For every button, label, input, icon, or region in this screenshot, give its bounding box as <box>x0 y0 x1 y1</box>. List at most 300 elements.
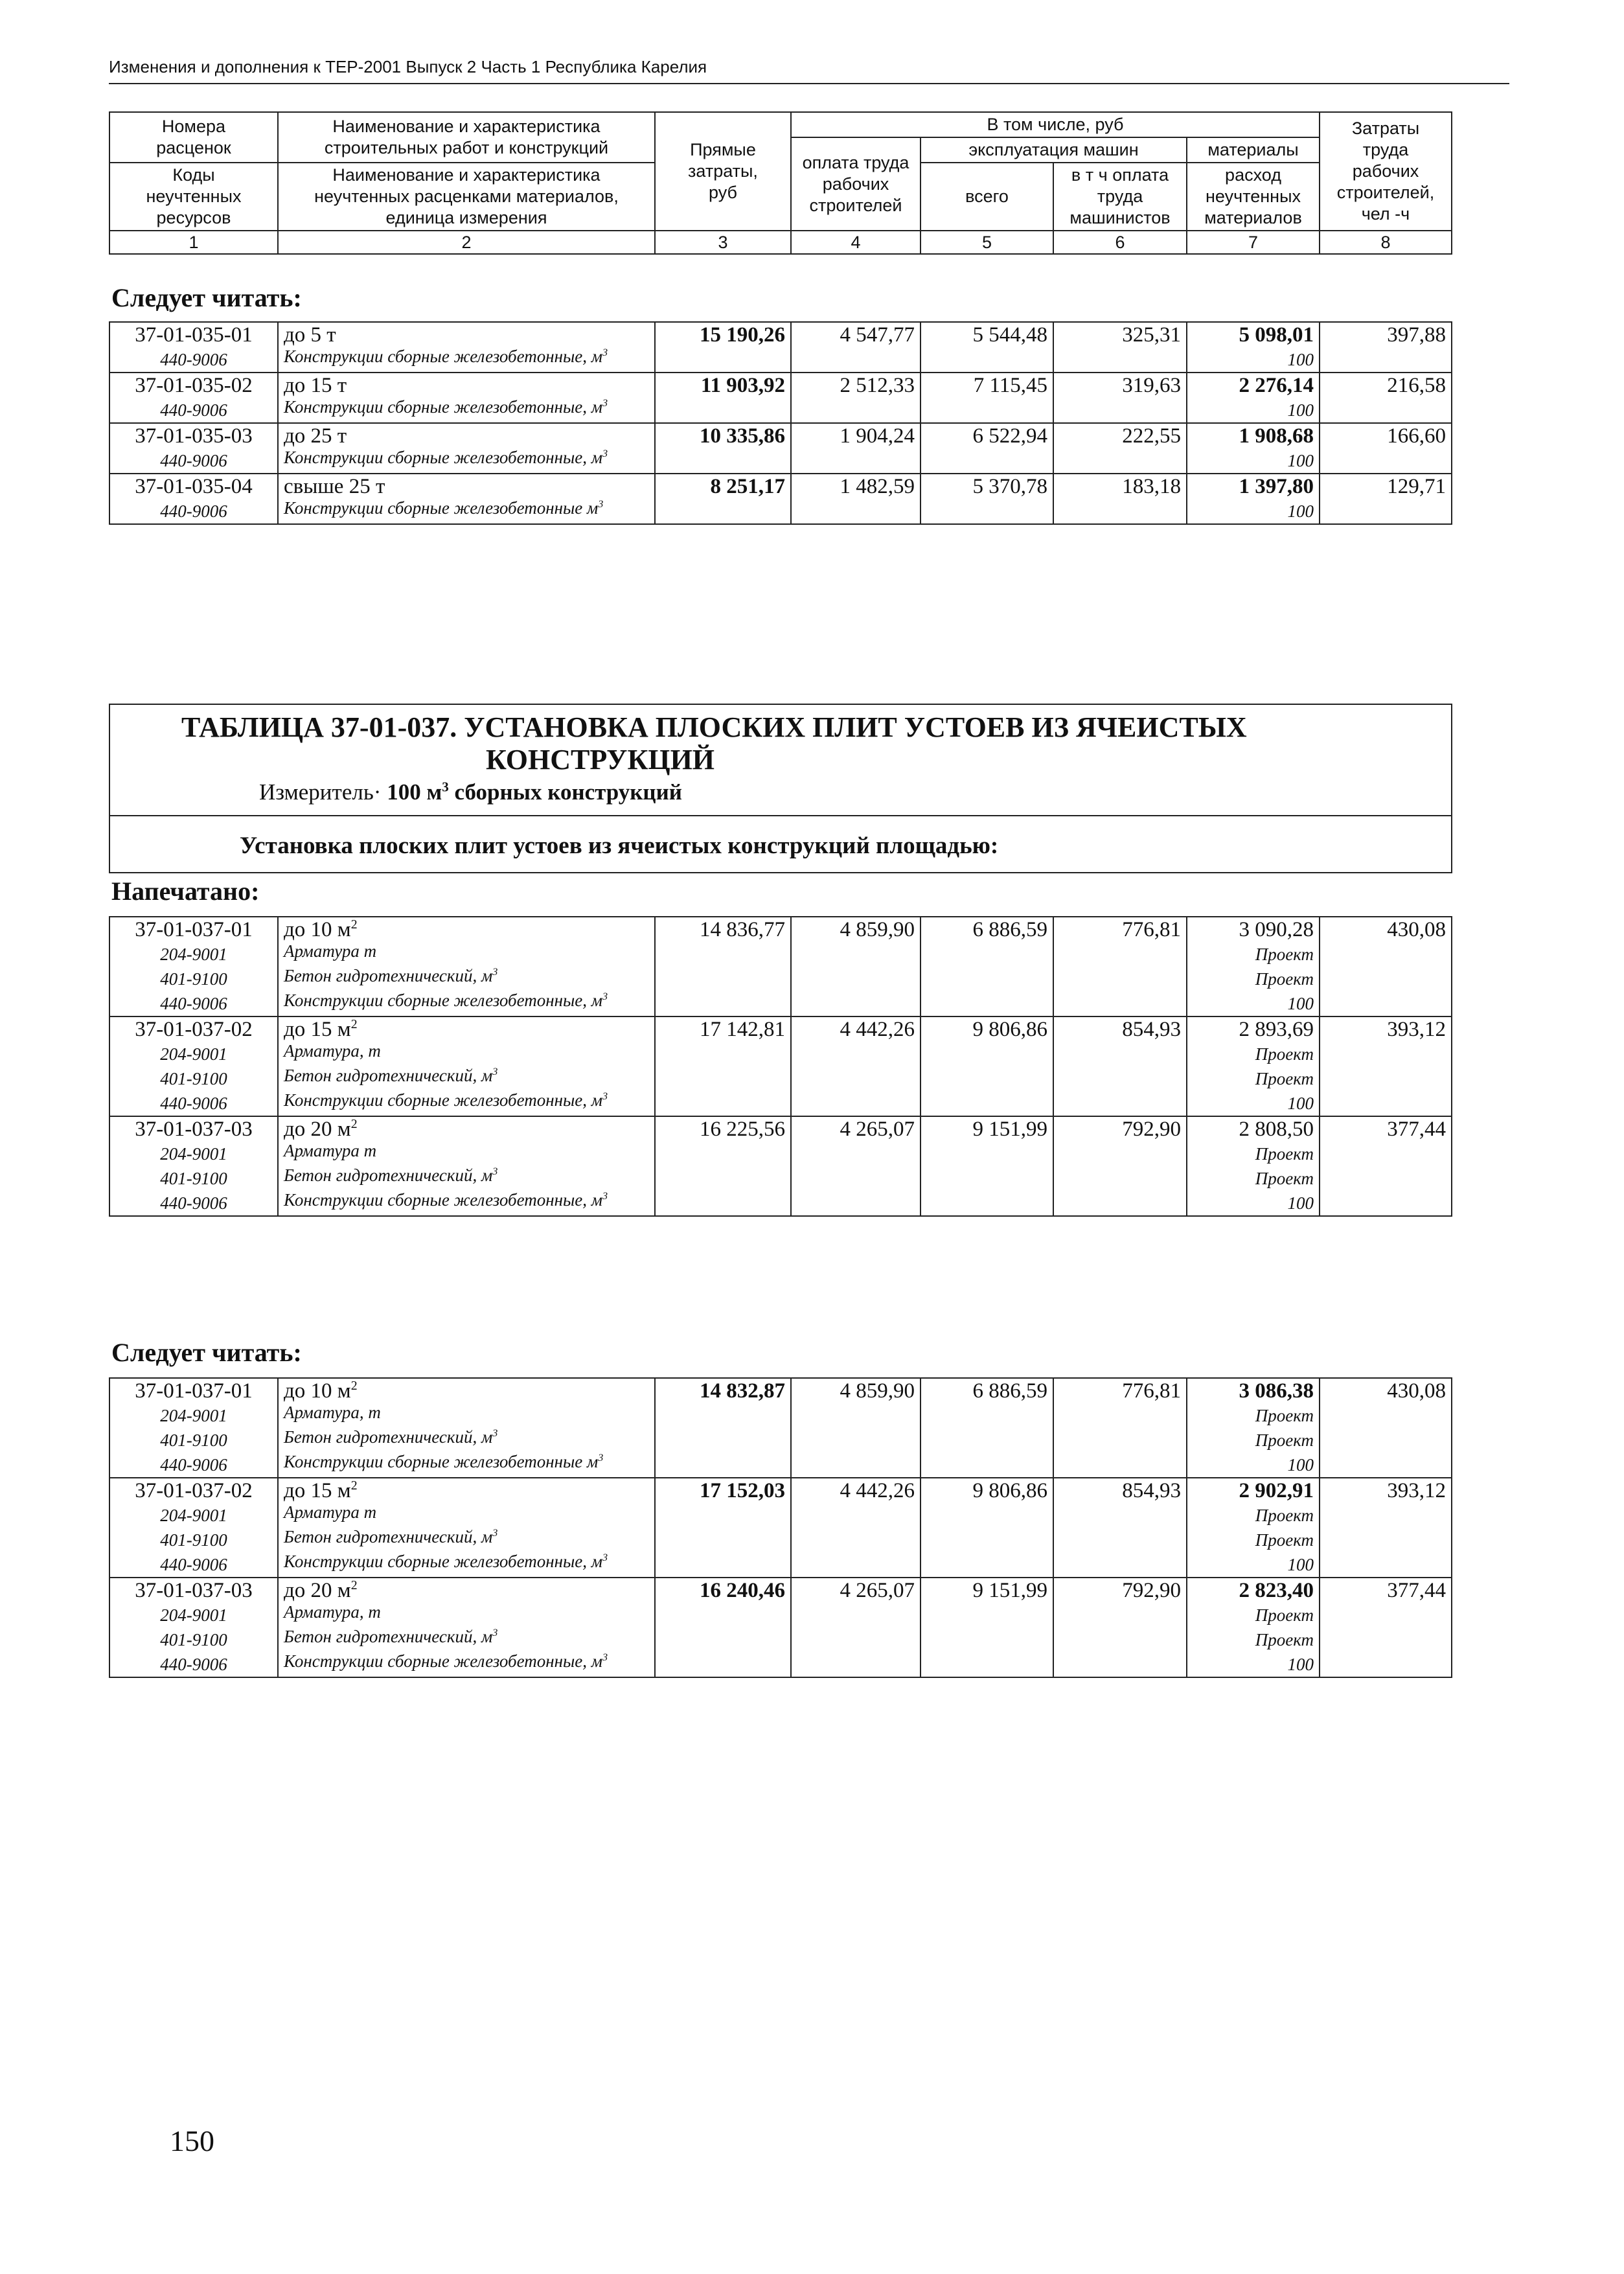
empty-cell <box>1320 1603 1452 1627</box>
empty-cell <box>1053 1528 1187 1552</box>
direct-costs: 14 832,87 <box>655 1378 791 1403</box>
machine-cost: 9 806,86 <box>921 1478 1053 1503</box>
direct-costs: 16 240,46 <box>655 1578 791 1603</box>
resource-code: 440-9006 <box>109 448 278 474</box>
table-row <box>109 1378 1452 1403</box>
resource-name: Конструкции сборные железобетонные, $м^3$ <box>278 398 655 423</box>
machine-labor-cost: 325,31 <box>1053 322 1187 347</box>
empty-cell <box>655 1528 791 1552</box>
rates-table-035-corrected <box>109 321 1452 525</box>
measure-unit: Измеритель· 100 $м^3$ сборных конструкций <box>259 779 682 805</box>
rate-code: 37-01-037-03 <box>109 1116 278 1142</box>
machine-labor-cost: 222,55 <box>1053 423 1187 448</box>
labor-hours: 377,44 <box>1320 1578 1452 1603</box>
empty-cell <box>921 1453 1053 1478</box>
direct-costs: 14 836,77 <box>655 917 791 942</box>
empty-cell <box>1053 1552 1187 1578</box>
labor-cost: 4 547,77 <box>791 322 921 347</box>
work-description: до 15 $м^2$ <box>278 1016 655 1042</box>
empty-cell <box>921 347 1053 373</box>
table-row <box>109 322 1452 347</box>
empty-cell <box>1320 398 1452 423</box>
materials-cost: 2 808,50 <box>1187 1116 1320 1142</box>
resource-row <box>109 448 1452 474</box>
machine-labor-cost: 776,81 <box>1053 917 1187 942</box>
empty-cell <box>655 347 791 373</box>
resource-quantity: Проект <box>1187 1166 1320 1191</box>
resource-quantity: Проект <box>1187 1528 1320 1552</box>
labor-hours: 166,60 <box>1320 423 1452 448</box>
empty-cell <box>1320 991 1452 1016</box>
resource-name: Бетон гидротехнический, $м^3$ <box>278 1166 655 1191</box>
resource-quantity: Проект <box>1187 1503 1320 1528</box>
resource-quantity: Проект <box>1187 942 1320 967</box>
table-row <box>109 1578 1452 1603</box>
empty-cell <box>1320 1503 1452 1528</box>
empty-cell <box>655 1042 791 1066</box>
rate-code: 37-01-037-01 <box>109 1378 278 1403</box>
resource-name: Бетон гидротехнический, $м^3$ <box>278 1428 655 1453</box>
materials-cost: 2 902,91 <box>1187 1478 1320 1503</box>
resource-row <box>109 1627 1452 1652</box>
work-description: до 10 $м^2$ <box>278 1378 655 1403</box>
resource-quantity: Проект <box>1187 967 1320 991</box>
section-label-read-as-1: Следует читать: <box>111 283 302 312</box>
resource-row <box>109 347 1452 373</box>
empty-cell <box>1320 1552 1452 1578</box>
machine-cost: 6 522,94 <box>921 423 1053 448</box>
col7-header: расход неучтенных материалов <box>1187 163 1320 231</box>
resource-name: Конструкции сборные железобетонные, $м^3$ <box>278 448 655 474</box>
materials-cost: 2 276,14 <box>1187 373 1320 398</box>
rate-code: 37-01-037-02 <box>109 1016 278 1042</box>
empty-cell <box>921 1627 1053 1652</box>
resource-name: Конструкции сборные железобетонные, $м^3$ <box>278 1091 655 1116</box>
resource-row <box>109 1166 1452 1191</box>
resource-code: 204-9001 <box>109 1503 278 1528</box>
direct-costs: 11 903,92 <box>655 373 791 398</box>
labor-cost: 4 442,26 <box>791 1478 921 1503</box>
resource-code: 440-9006 <box>109 1552 278 1578</box>
empty-cell <box>1320 448 1452 474</box>
empty-cell <box>921 1142 1053 1166</box>
empty-cell <box>655 1627 791 1652</box>
empty-cell <box>655 1142 791 1166</box>
empty-cell <box>1320 1403 1452 1428</box>
work-description: до 25 т <box>278 423 655 448</box>
empty-cell <box>655 1166 791 1191</box>
empty-cell <box>1053 967 1187 991</box>
col6-header: в т ч оплата труда машинистов <box>1053 163 1187 231</box>
running-header: Изменения и дополнения к ТЕР-2001 Выпуск 2 Часть 1 Республика Карелия <box>109 57 707 76</box>
empty-cell <box>1053 1403 1187 1428</box>
empty-cell <box>655 1652 791 1677</box>
direct-costs: 10 335,86 <box>655 423 791 448</box>
empty-cell <box>1320 1428 1452 1453</box>
rates-table-037-printed <box>109 916 1452 1217</box>
resource-name: Конструкции сборные железобетонные, $м^3$ <box>278 347 655 373</box>
empty-cell <box>1053 1603 1187 1627</box>
work-description: до 15 $м^2$ <box>278 1478 655 1503</box>
empty-cell <box>921 942 1053 967</box>
resource-row <box>109 991 1452 1016</box>
empty-cell <box>921 1403 1053 1428</box>
machine-cost: 9 151,99 <box>921 1116 1053 1142</box>
materials-cost: 1 397,80 <box>1187 474 1320 499</box>
empty-cell <box>921 1552 1053 1578</box>
rate-code: 37-01-035-01 <box>109 322 278 347</box>
machines-header: эксплуатация машин <box>921 137 1187 163</box>
empty-cell <box>1053 1503 1187 1528</box>
resource-name: Арматура, т <box>278 1403 655 1428</box>
resource-row <box>109 1652 1452 1677</box>
labor-cost: 4 859,90 <box>791 1378 921 1403</box>
table-subtitle: Установка плоских плит устоев из ячеистых конструкций площадью: <box>240 833 999 859</box>
labor-cost: 4 265,07 <box>791 1116 921 1142</box>
resource-code: 204-9001 <box>109 1603 278 1627</box>
rate-code: 37-01-037-02 <box>109 1478 278 1503</box>
empty-cell <box>655 1403 791 1428</box>
machine-cost: 9 151,99 <box>921 1578 1053 1603</box>
resource-quantity: 100 <box>1187 1552 1320 1578</box>
empty-cell <box>1320 1091 1452 1116</box>
machine-labor-cost: 854,93 <box>1053 1016 1187 1042</box>
empty-cell <box>1053 1428 1187 1453</box>
empty-cell <box>791 967 921 991</box>
empty-cell <box>791 1603 921 1627</box>
resource-row <box>109 1603 1452 1627</box>
empty-cell <box>655 1066 791 1091</box>
col-number: 4 <box>791 231 921 254</box>
resource-quantity: 100 <box>1187 1091 1320 1116</box>
col-number: 3 <box>655 231 791 254</box>
empty-cell <box>1320 967 1452 991</box>
resource-quantity: Проект <box>1187 1627 1320 1652</box>
empty-cell <box>791 1142 921 1166</box>
resource-code: 440-9006 <box>109 1091 278 1116</box>
empty-cell <box>1053 1191 1187 1216</box>
empty-cell <box>655 1552 791 1578</box>
machine-labor-cost: 319,63 <box>1053 373 1187 398</box>
resource-quantity: 100 <box>1187 398 1320 423</box>
empty-cell <box>1053 1652 1187 1677</box>
resource-row <box>109 398 1452 423</box>
empty-cell <box>921 967 1053 991</box>
resource-code: 440-9006 <box>109 1453 278 1478</box>
header-rule <box>109 83 1509 84</box>
empty-cell <box>921 1091 1053 1116</box>
resource-quantity: 100 <box>1187 991 1320 1016</box>
empty-cell <box>1320 499 1452 524</box>
empty-cell <box>1053 347 1187 373</box>
machine-labor-cost: 776,81 <box>1053 1378 1187 1403</box>
labor-cost: 1 482,59 <box>791 474 921 499</box>
work-description: свыше 25 т <box>278 474 655 499</box>
resource-code: 401-9100 <box>109 1627 278 1652</box>
work-description: до 5 т <box>278 322 655 347</box>
title-divider <box>110 815 1451 816</box>
col-number: 5 <box>921 231 1053 254</box>
empty-cell <box>1053 1627 1187 1652</box>
empty-cell <box>655 942 791 967</box>
empty-cell <box>921 991 1053 1016</box>
empty-cell <box>1053 1091 1187 1116</box>
work-description: до 15 т <box>278 373 655 398</box>
resource-code: 401-9100 <box>109 1166 278 1191</box>
empty-cell <box>921 1428 1053 1453</box>
direct-costs: 15 190,26 <box>655 322 791 347</box>
resource-quantity: Проект <box>1187 1066 1320 1091</box>
empty-cell <box>1320 1166 1452 1191</box>
empty-cell <box>921 448 1053 474</box>
empty-cell <box>655 1603 791 1627</box>
resource-code: 440-9006 <box>109 398 278 423</box>
empty-cell <box>921 1191 1053 1216</box>
empty-cell <box>791 1627 921 1652</box>
resource-name: Конструкции сборные железобетонные, $м^3$ <box>278 1191 655 1216</box>
resource-code: 204-9001 <box>109 1403 278 1428</box>
empty-cell <box>1053 1453 1187 1478</box>
empty-cell <box>1320 1453 1452 1478</box>
resource-quantity: 100 <box>1187 1191 1320 1216</box>
empty-cell <box>791 1552 921 1578</box>
empty-cell <box>921 1166 1053 1191</box>
empty-cell <box>921 1528 1053 1552</box>
empty-cell <box>791 499 921 524</box>
empty-cell <box>1320 1142 1452 1166</box>
resource-quantity: Проект <box>1187 1428 1320 1453</box>
resource-row <box>109 942 1452 967</box>
machine-cost: 9 806,86 <box>921 1016 1053 1042</box>
empty-cell <box>791 1066 921 1091</box>
labor-hours: 393,12 <box>1320 1016 1452 1042</box>
empty-cell <box>791 398 921 423</box>
empty-cell <box>1320 347 1452 373</box>
machine-cost: 5 370,78 <box>921 474 1053 499</box>
machine-labor-cost: 183,18 <box>1053 474 1187 499</box>
resource-row <box>109 1091 1452 1116</box>
empty-cell <box>1053 942 1187 967</box>
empty-cell <box>921 1652 1053 1677</box>
empty-cell <box>655 1191 791 1216</box>
materials-cost: 3 086,38 <box>1187 1378 1320 1403</box>
resource-row <box>109 1552 1452 1578</box>
section-label-read-as-2: Следует читать: <box>111 1338 302 1367</box>
work-description: до 20 $м^2$ <box>278 1116 655 1142</box>
table-row <box>109 423 1452 448</box>
work-description: до 10 $м^2$ <box>278 917 655 942</box>
resource-row <box>109 1528 1452 1552</box>
empty-cell <box>791 448 921 474</box>
table-row <box>109 373 1452 398</box>
resource-name: Арматура, т <box>278 1042 655 1066</box>
empty-cell <box>1053 1042 1187 1066</box>
resource-quantity: 100 <box>1187 1453 1320 1478</box>
empty-cell <box>1320 942 1452 967</box>
materials-cost: 3 090,28 <box>1187 917 1320 942</box>
materials-cost: 2 893,69 <box>1187 1016 1320 1042</box>
resource-row <box>109 1503 1452 1528</box>
labor-hours: 129,71 <box>1320 474 1452 499</box>
table-row <box>109 1478 1452 1503</box>
empty-cell <box>655 1428 791 1453</box>
rate-code: 37-01-035-02 <box>109 373 278 398</box>
resource-name: Арматура, т <box>278 1603 655 1627</box>
resource-quantity: 100 <box>1187 448 1320 474</box>
labor-hours: 430,08 <box>1320 917 1452 942</box>
empty-cell <box>1320 1627 1452 1652</box>
resource-name: Конструкции сборные железобетонные, $м^3$ <box>278 991 655 1016</box>
direct-costs: 17 142,81 <box>655 1016 791 1042</box>
resource-row <box>109 1142 1452 1166</box>
empty-cell <box>791 1403 921 1428</box>
direct-costs: 17 152,03 <box>655 1478 791 1503</box>
empty-cell <box>1320 1042 1452 1066</box>
resource-quantity: Проект <box>1187 1042 1320 1066</box>
labor-cost: 1 904,24 <box>791 423 921 448</box>
empty-cell <box>655 967 791 991</box>
empty-cell <box>1320 1066 1452 1091</box>
col2-bottom-header: Наименование и характеристика неучтенных расценками материалов, единица измерения <box>278 163 655 231</box>
empty-cell <box>1053 448 1187 474</box>
section-label-printed: Напечатано: <box>111 877 260 906</box>
col8-header: Затраты труда рабочих строителей, чел -ч <box>1320 112 1452 231</box>
empty-cell <box>1053 499 1187 524</box>
col5-header: всего <box>921 163 1053 231</box>
resource-name: Бетон гидротехнический, $м^3$ <box>278 1066 655 1091</box>
empty-cell <box>921 1066 1053 1091</box>
work-description: до 20 $м^2$ <box>278 1578 655 1603</box>
resource-code: 440-9006 <box>109 347 278 373</box>
empty-cell <box>921 1503 1053 1528</box>
materials-cost: 2 823,40 <box>1187 1578 1320 1603</box>
empty-cell <box>655 448 791 474</box>
table-row <box>109 1016 1452 1042</box>
resource-code: 440-9006 <box>109 499 278 524</box>
resource-code: 440-9006 <box>109 991 278 1016</box>
col-number: 7 <box>1187 231 1320 254</box>
col-number: 6 <box>1053 231 1187 254</box>
empty-cell <box>655 1503 791 1528</box>
col1-bottom-header: Коды неучтенных ресурсов <box>109 163 278 231</box>
empty-cell <box>655 1091 791 1116</box>
materials-cost: 5 098,01 <box>1187 322 1320 347</box>
empty-cell <box>791 1528 921 1552</box>
col-number: 1 <box>109 231 278 254</box>
resource-code: 440-9006 <box>109 1191 278 1216</box>
empty-cell <box>1053 1166 1187 1191</box>
machine-cost: 6 886,59 <box>921 917 1053 942</box>
resource-code: 401-9100 <box>109 1528 278 1552</box>
col4-header: оплата труда рабочих строителей <box>791 137 921 231</box>
labor-hours: 377,44 <box>1320 1116 1452 1142</box>
labor-hours: 393,12 <box>1320 1478 1452 1503</box>
empty-cell <box>1053 1142 1187 1166</box>
resource-row <box>109 499 1452 524</box>
machine-labor-cost: 792,90 <box>1053 1116 1187 1142</box>
resource-quantity: 100 <box>1187 347 1320 373</box>
col2-top-header: Наименование и характеристика строительных работ и конструкций <box>278 112 655 163</box>
empty-cell <box>655 499 791 524</box>
rate-code: 37-01-037-03 <box>109 1578 278 1603</box>
resource-row <box>109 1191 1452 1216</box>
direct-costs: 16 225,56 <box>655 1116 791 1142</box>
table-row <box>109 1116 1452 1142</box>
col3-header: Прямые затраты, руб <box>655 112 791 231</box>
resource-code: 204-9001 <box>109 942 278 967</box>
resource-name: Конструкции сборные железобетонные $м^3$ <box>278 1453 655 1478</box>
resource-quantity: 100 <box>1187 499 1320 524</box>
machine-cost: 6 886,59 <box>921 1378 1053 1403</box>
machine-labor-cost: 792,90 <box>1053 1578 1187 1603</box>
empty-cell <box>791 991 921 1016</box>
empty-cell <box>921 1042 1053 1066</box>
resource-row <box>109 1428 1452 1453</box>
empty-cell <box>655 1453 791 1478</box>
empty-cell <box>655 991 791 1016</box>
table-title: ТАБЛИЦА 37-01-037. УСТАНОВКА ПЛОСКИХ ПЛИТ УСТОЕВ ИЗ ЯЧЕИСТЫХ КОНСТРУКЦИЙ <box>181 711 1247 775</box>
resource-code: 401-9100 <box>109 967 278 991</box>
direct-costs: 8 251,17 <box>655 474 791 499</box>
labor-hours: 216,58 <box>1320 373 1452 398</box>
empty-cell <box>791 1191 921 1216</box>
empty-cell <box>921 398 1053 423</box>
empty-cell <box>791 1652 921 1677</box>
empty-cell <box>1320 1528 1452 1552</box>
machine-cost: 5 544,48 <box>921 322 1053 347</box>
labor-hours: 430,08 <box>1320 1378 1452 1403</box>
resource-row <box>109 1042 1452 1066</box>
labor-cost: 4 859,90 <box>791 917 921 942</box>
machine-cost: 7 115,45 <box>921 373 1053 398</box>
empty-cell <box>1053 1066 1187 1091</box>
resource-name: Конструкции сборные железобетонные $м^3$ <box>278 499 655 524</box>
resource-name: Конструкции сборные железобетонные, $м^3$ <box>278 1652 655 1677</box>
resource-quantity: Проект <box>1187 1603 1320 1627</box>
resource-name: Бетон гидротехнический, $м^3$ <box>278 1528 655 1552</box>
empty-cell <box>791 1166 921 1191</box>
empty-cell <box>1053 398 1187 423</box>
empty-cell <box>791 1453 921 1478</box>
table-row <box>109 917 1452 942</box>
empty-cell <box>791 942 921 967</box>
resource-quantity: 100 <box>1187 1652 1320 1677</box>
resource-code: 440-9006 <box>109 1652 278 1677</box>
labor-hours: 397,88 <box>1320 322 1452 347</box>
col-number: 8 <box>1320 231 1452 254</box>
resource-name: Бетон гидротехнический, $м^3$ <box>278 1627 655 1652</box>
empty-cell <box>791 1091 921 1116</box>
resource-quantity: Проект <box>1187 1142 1320 1166</box>
resource-code: 401-9100 <box>109 1066 278 1091</box>
including-header: В том числе, руб <box>791 112 1320 137</box>
empty-cell <box>791 1042 921 1066</box>
empty-cell <box>1320 1191 1452 1216</box>
empty-cell <box>791 1428 921 1453</box>
machine-labor-cost: 854,93 <box>1053 1478 1187 1503</box>
resource-name: Арматура т <box>278 942 655 967</box>
materials-header: материалы <box>1187 137 1320 163</box>
table-title-box <box>109 704 1452 873</box>
table-row <box>109 474 1452 499</box>
materials-cost: 1 908,68 <box>1187 423 1320 448</box>
resource-name: Бетон гидротехнический, $м^3$ <box>278 967 655 991</box>
page-number: 150 <box>170 2124 214 2157</box>
empty-cell <box>921 1603 1053 1627</box>
resource-row <box>109 1453 1452 1478</box>
labor-cost: 2 512,33 <box>791 373 921 398</box>
resource-name: Конструкции сборные железобетонные, $м^3$ <box>278 1552 655 1578</box>
